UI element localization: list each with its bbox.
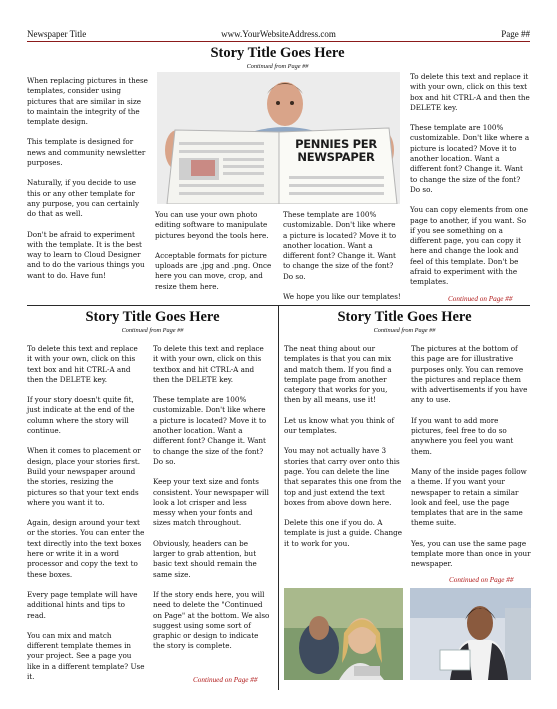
paragraph: You can mix and match different template themes in your project. See a page you like in a different template? Use it. [27, 630, 145, 682]
paragraph: If your story doesn't quite fit, just indicate at the end of the column where the story will continue. [27, 395, 135, 436]
header-rule [27, 41, 530, 42]
paragraph: You may not actually have 3 stories that carry over onto this page. You can delete the line that separates this one from the top and just extend the text boxes from above down here. [284, 446, 402, 507]
paragraph: Don't be afraid to experiment with the template. It is the best way to learn to Cloud Designer and to do the various things you want to do. Have fun! [27, 229, 145, 280]
top-story-title: Story Title Goes Here [210, 45, 345, 61]
paragraph: Yes, you can use the same page template more than once in your newspaper. [411, 538, 531, 569]
column-divider [278, 305, 279, 690]
website-address: www.YourWebsiteAddress.com [221, 29, 336, 39]
newspaper-headline: PENNIES PER NEWSPAPER [295, 137, 377, 164]
left-story-col2 [153, 344, 271, 662]
left-story-continued-from: Continued from Page ## [121, 327, 184, 334]
paragraph: If the story ends here, you will need to delete the "Continued on Page" at the bottom. We also suggest using some sort of graphic or design to indicate the story is complete. [153, 589, 270, 651]
paragraph: We hope you like our templates! [283, 292, 401, 302]
student-photo [284, 588, 403, 680]
top-story-under-photo-col1 [155, 210, 273, 302]
paragraph: The pictures at the bottom of this page are for illustrative purposes only. You can remove the pictures and replace them with advertisements if you have any to use. [411, 344, 528, 405]
newspaper-title: Newspaper Title [27, 29, 87, 39]
left-story-col1 [27, 344, 145, 692]
paragraph: To delete this text and replace it with your own, click on this textbox and hit CTRL-A and then the DELETE key. [153, 344, 264, 384]
right-story-continued-from: Continued from Page ## [373, 327, 436, 334]
paragraph: Naturally, if you decide to use this or any other template for any purpose, you can certainly do that as well. [27, 178, 140, 219]
newspaper-reader-photo [157, 72, 400, 204]
paragraph: The neat thing about our templates is that you can mix and match them. If you find a template page from another category that works for you, then by all means, use it! [284, 344, 392, 405]
top-story-under-photo-col2 [283, 210, 401, 312]
right-story-title: Story Title Goes Here [337, 309, 472, 325]
top-story-left-column [27, 76, 149, 291]
left-story-continued-on: Continued on Page ## [193, 676, 258, 684]
paragraph: Delete this one if you do. A template is just a guide. Change it to work for you. [284, 518, 402, 548]
paragraph: When replacing pictures in these templates, consider using pictures that are similar in size to maintain the integrity of the template design. [27, 76, 148, 127]
paragraph: Again, design around your text or the stories. You can enter the text directly into the text boxes here or write it in a word processor and copy the text to these boxes. [27, 518, 145, 579]
right-story-continued-on: Continued on Page ## [449, 576, 514, 584]
paragraph: These template are 100% customizable. Don't like where a picture is located? Move it to another location. Want a different font? Change it. Want to change the size of the font? Do so. [283, 210, 397, 281]
top-story-continued-from: Continued from Page ## [246, 63, 309, 70]
paragraph: You can copy elements from one page to another, if you want. So if you see something on a different page, you can copy it here and change the look and feel of this template. Don't be afraid to experiment with the templates. [410, 205, 528, 287]
paragraph: To delete this text and replace it with your own, click on this text box and hit CTRL-A and then the DELETE key. [410, 72, 530, 112]
page-number: Page ## [501, 29, 530, 39]
paragraph: Many of the inside pages follow a theme. If you want your newspaper to retain a similar look and feel, use the page templates that are in the same theme suite. [411, 466, 527, 528]
paragraph: You can use your own photo editing software to manipulate pictures beyond the tools here. [155, 210, 269, 240]
paragraph: This template is designed for news and community newsletter purposes. [27, 137, 146, 168]
businesswoman-photo [410, 588, 531, 680]
paragraph: These template are 100% customizable. Don't like where a picture is located? Move it to another location. Want a different font? Change it. Want to change the size of the font? Do so. [410, 123, 530, 194]
paragraph: To delete this text and replace it with your own, click on this text box and hit CTRL-A and then the DELETE key. [27, 344, 138, 384]
paragraph: When it comes to placement or design, place your stories first. Build your newspaper around the stories, resizing the pictures so that your text ends where you want it to. [27, 446, 141, 507]
right-story-col2 [411, 344, 531, 580]
paragraph: Obviously, headers can be larger to grab attention, but basic text should remain the same size. [153, 538, 257, 579]
paragraph: These template are 100% customizable. Don't like where a picture is located? Move it to another location. Want a different font? Change it. Want to change the size of the font? Do so. [153, 395, 267, 466]
left-story-title: Story Title Goes Here [85, 309, 220, 325]
top-story-right-column [410, 72, 531, 298]
paragraph: Every page template will have additional hints and tips to read. [27, 589, 138, 620]
student-illustration [284, 588, 403, 680]
businesswoman-illustration [410, 588, 531, 680]
paragraph: Acceptable formats for picture uploads are .jpg and .png. Once here you can move, crop, and resize them here. [155, 250, 272, 291]
paragraph: Keep your text size and fonts consistent. Your newspaper will look a lot crisper and less messy when your fonts and sizes match throughout. [153, 477, 269, 528]
paragraph: Let us know what you think of our templates. [284, 415, 395, 436]
top-story-continued-on: Continued on Page ## [448, 295, 513, 303]
right-story-col1 [284, 344, 402, 559]
paragraph: If you want to add more pictures, feel free to do so anywhere you feel you want them. [411, 415, 514, 456]
